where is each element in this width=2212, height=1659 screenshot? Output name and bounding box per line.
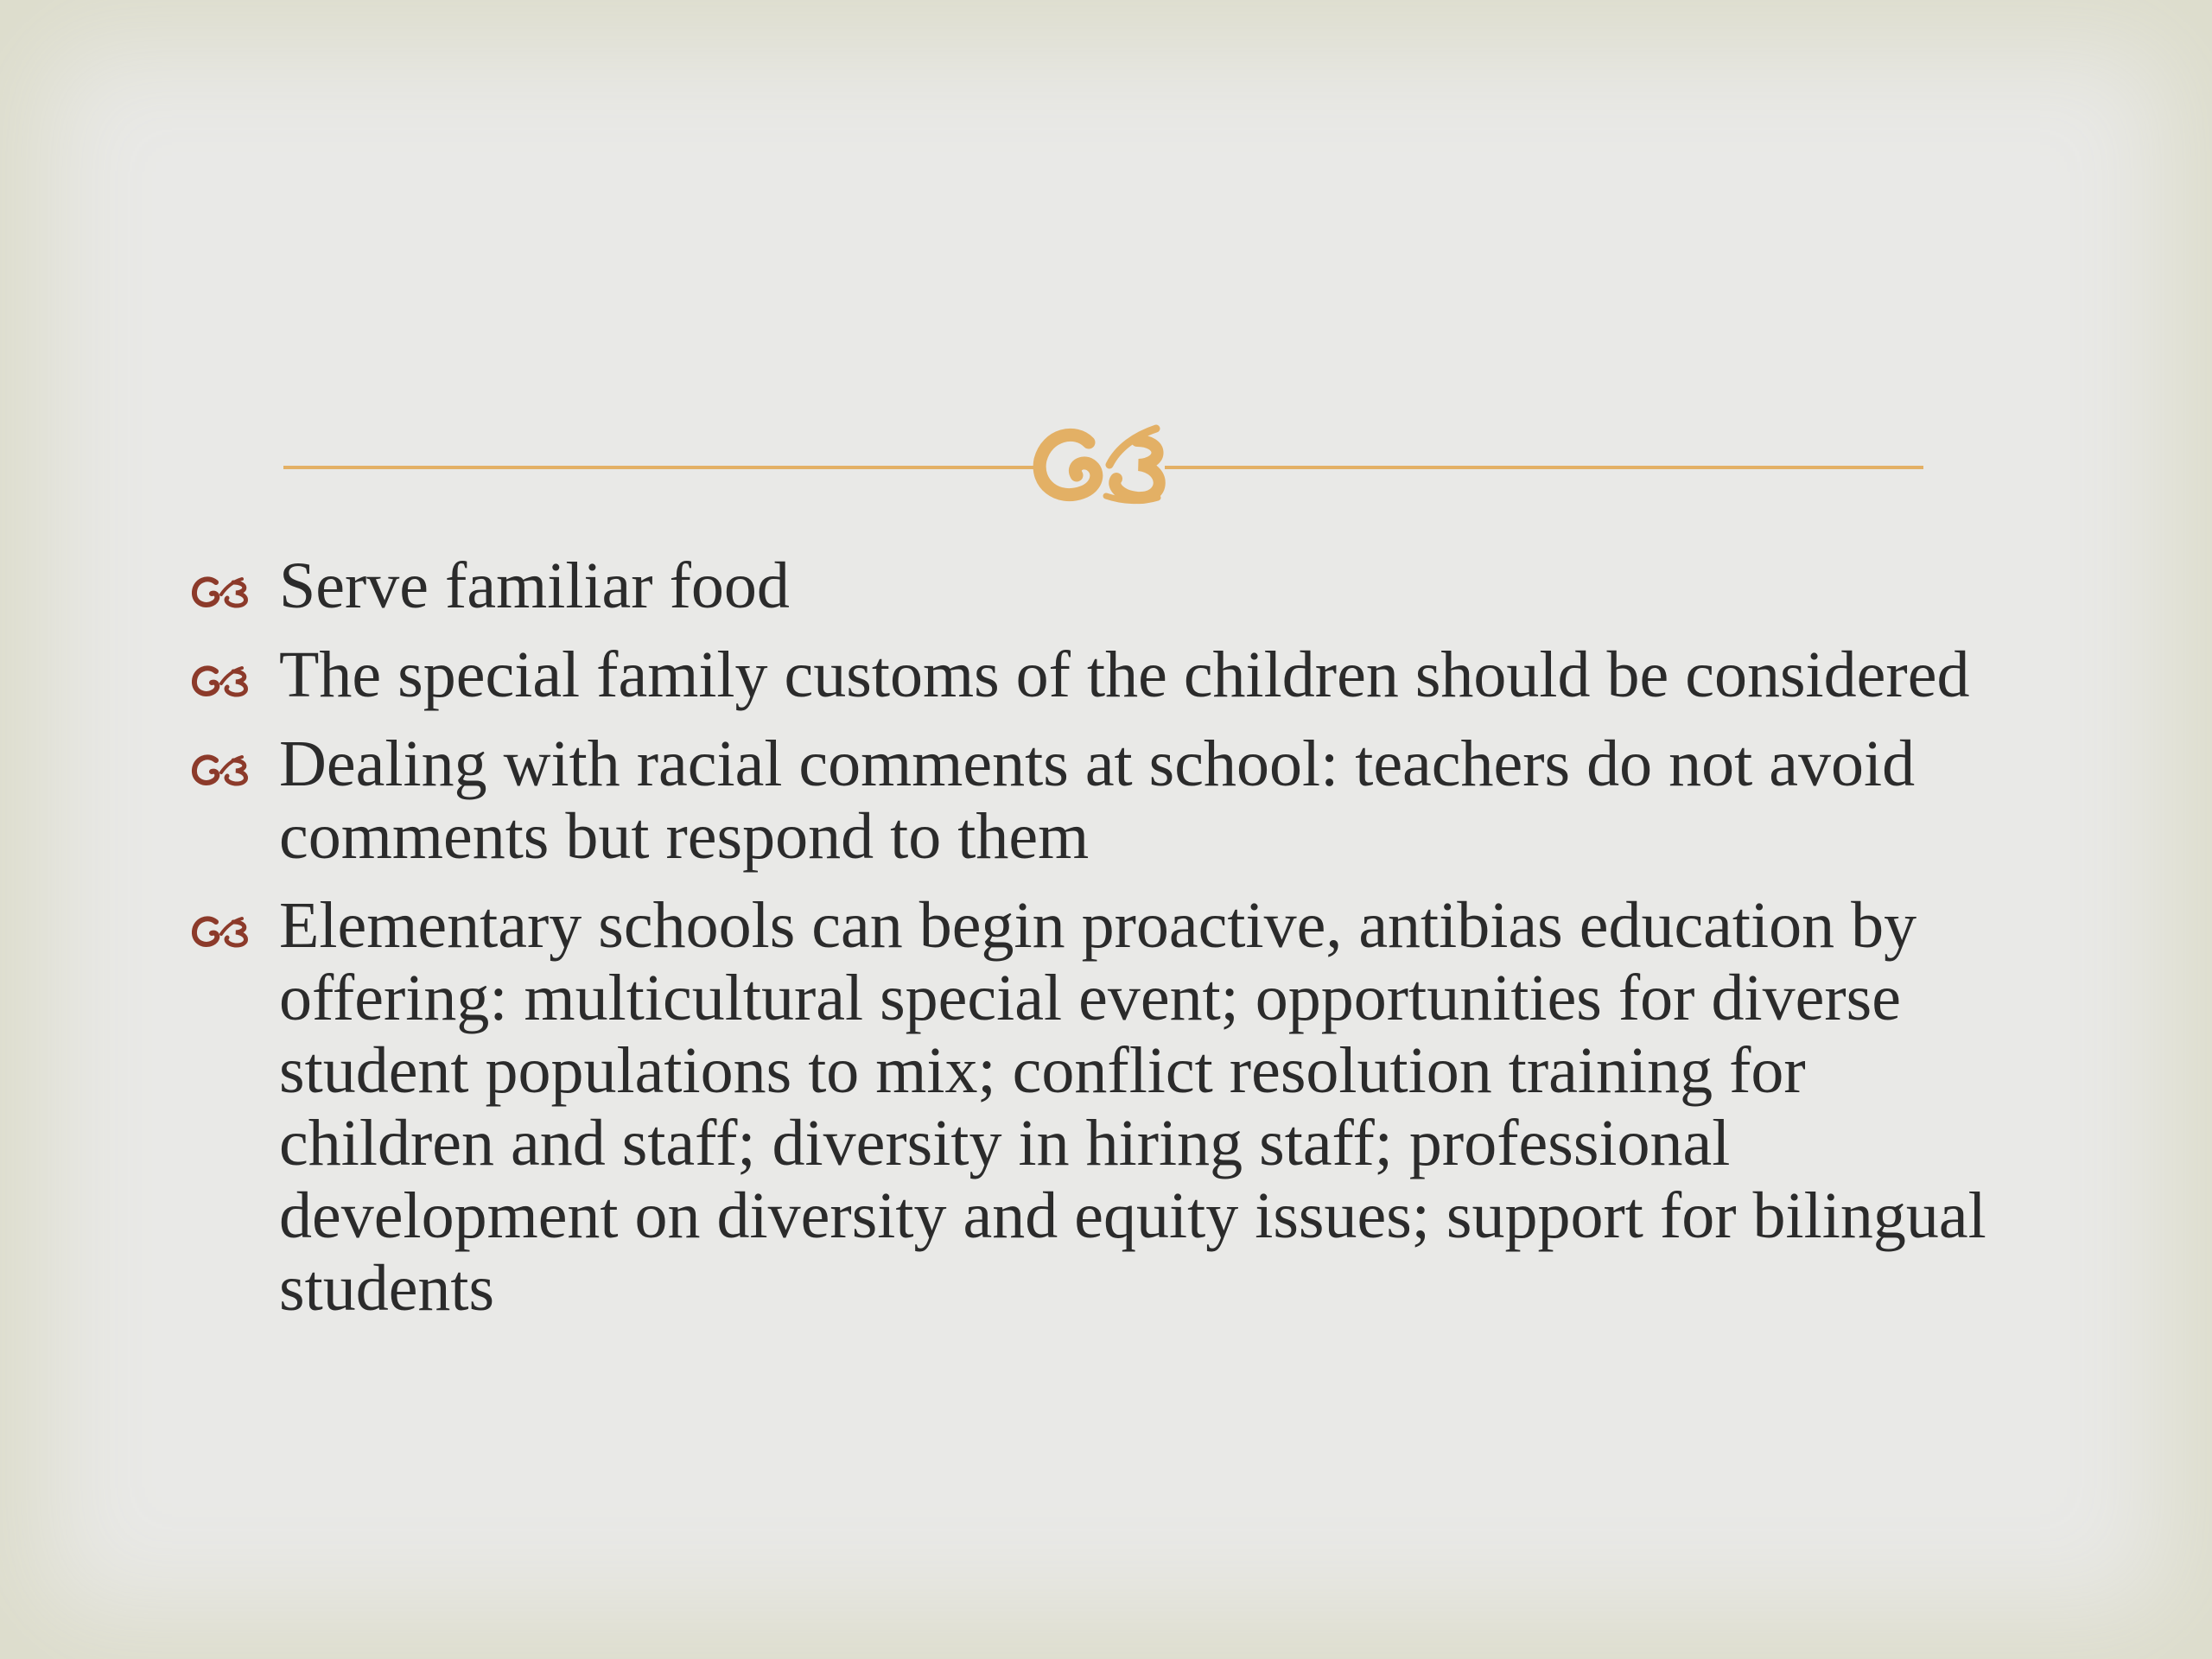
ornament-flourish-icon — [1028, 415, 1175, 510]
bullet-text: Serve familiar food — [279, 550, 790, 622]
bullet-text: Elementary schools can begin proactive, antibias education by offering: multicultural special event; opportunities for diverse student populations to mix; conflict resolution training for children and staff; diversity in hiring staff; professional development on diversity and equity issues; support for bilingual students — [279, 889, 1986, 1325]
title-divider — [283, 406, 1923, 510]
bullet-item — [190, 728, 2031, 873]
bullet-text: The special family customs of the children should be considered — [279, 639, 1970, 711]
bullet-list — [190, 550, 2031, 1341]
bullet-item — [190, 889, 2031, 1325]
flourish-bullet-icon — [190, 752, 254, 788]
flourish-bullet-icon — [190, 574, 254, 610]
bullet-text: Dealing with racial comments at school: teachers do not avoid comments but respond to them — [279, 728, 1916, 873]
flourish-bullet-icon — [190, 663, 254, 699]
flourish-bullet-icon — [190, 913, 254, 950]
bullet-item — [190, 639, 2031, 711]
divider-line-right — [1165, 466, 1923, 469]
bullet-item — [190, 550, 2031, 622]
divider-line-left — [283, 466, 1033, 469]
